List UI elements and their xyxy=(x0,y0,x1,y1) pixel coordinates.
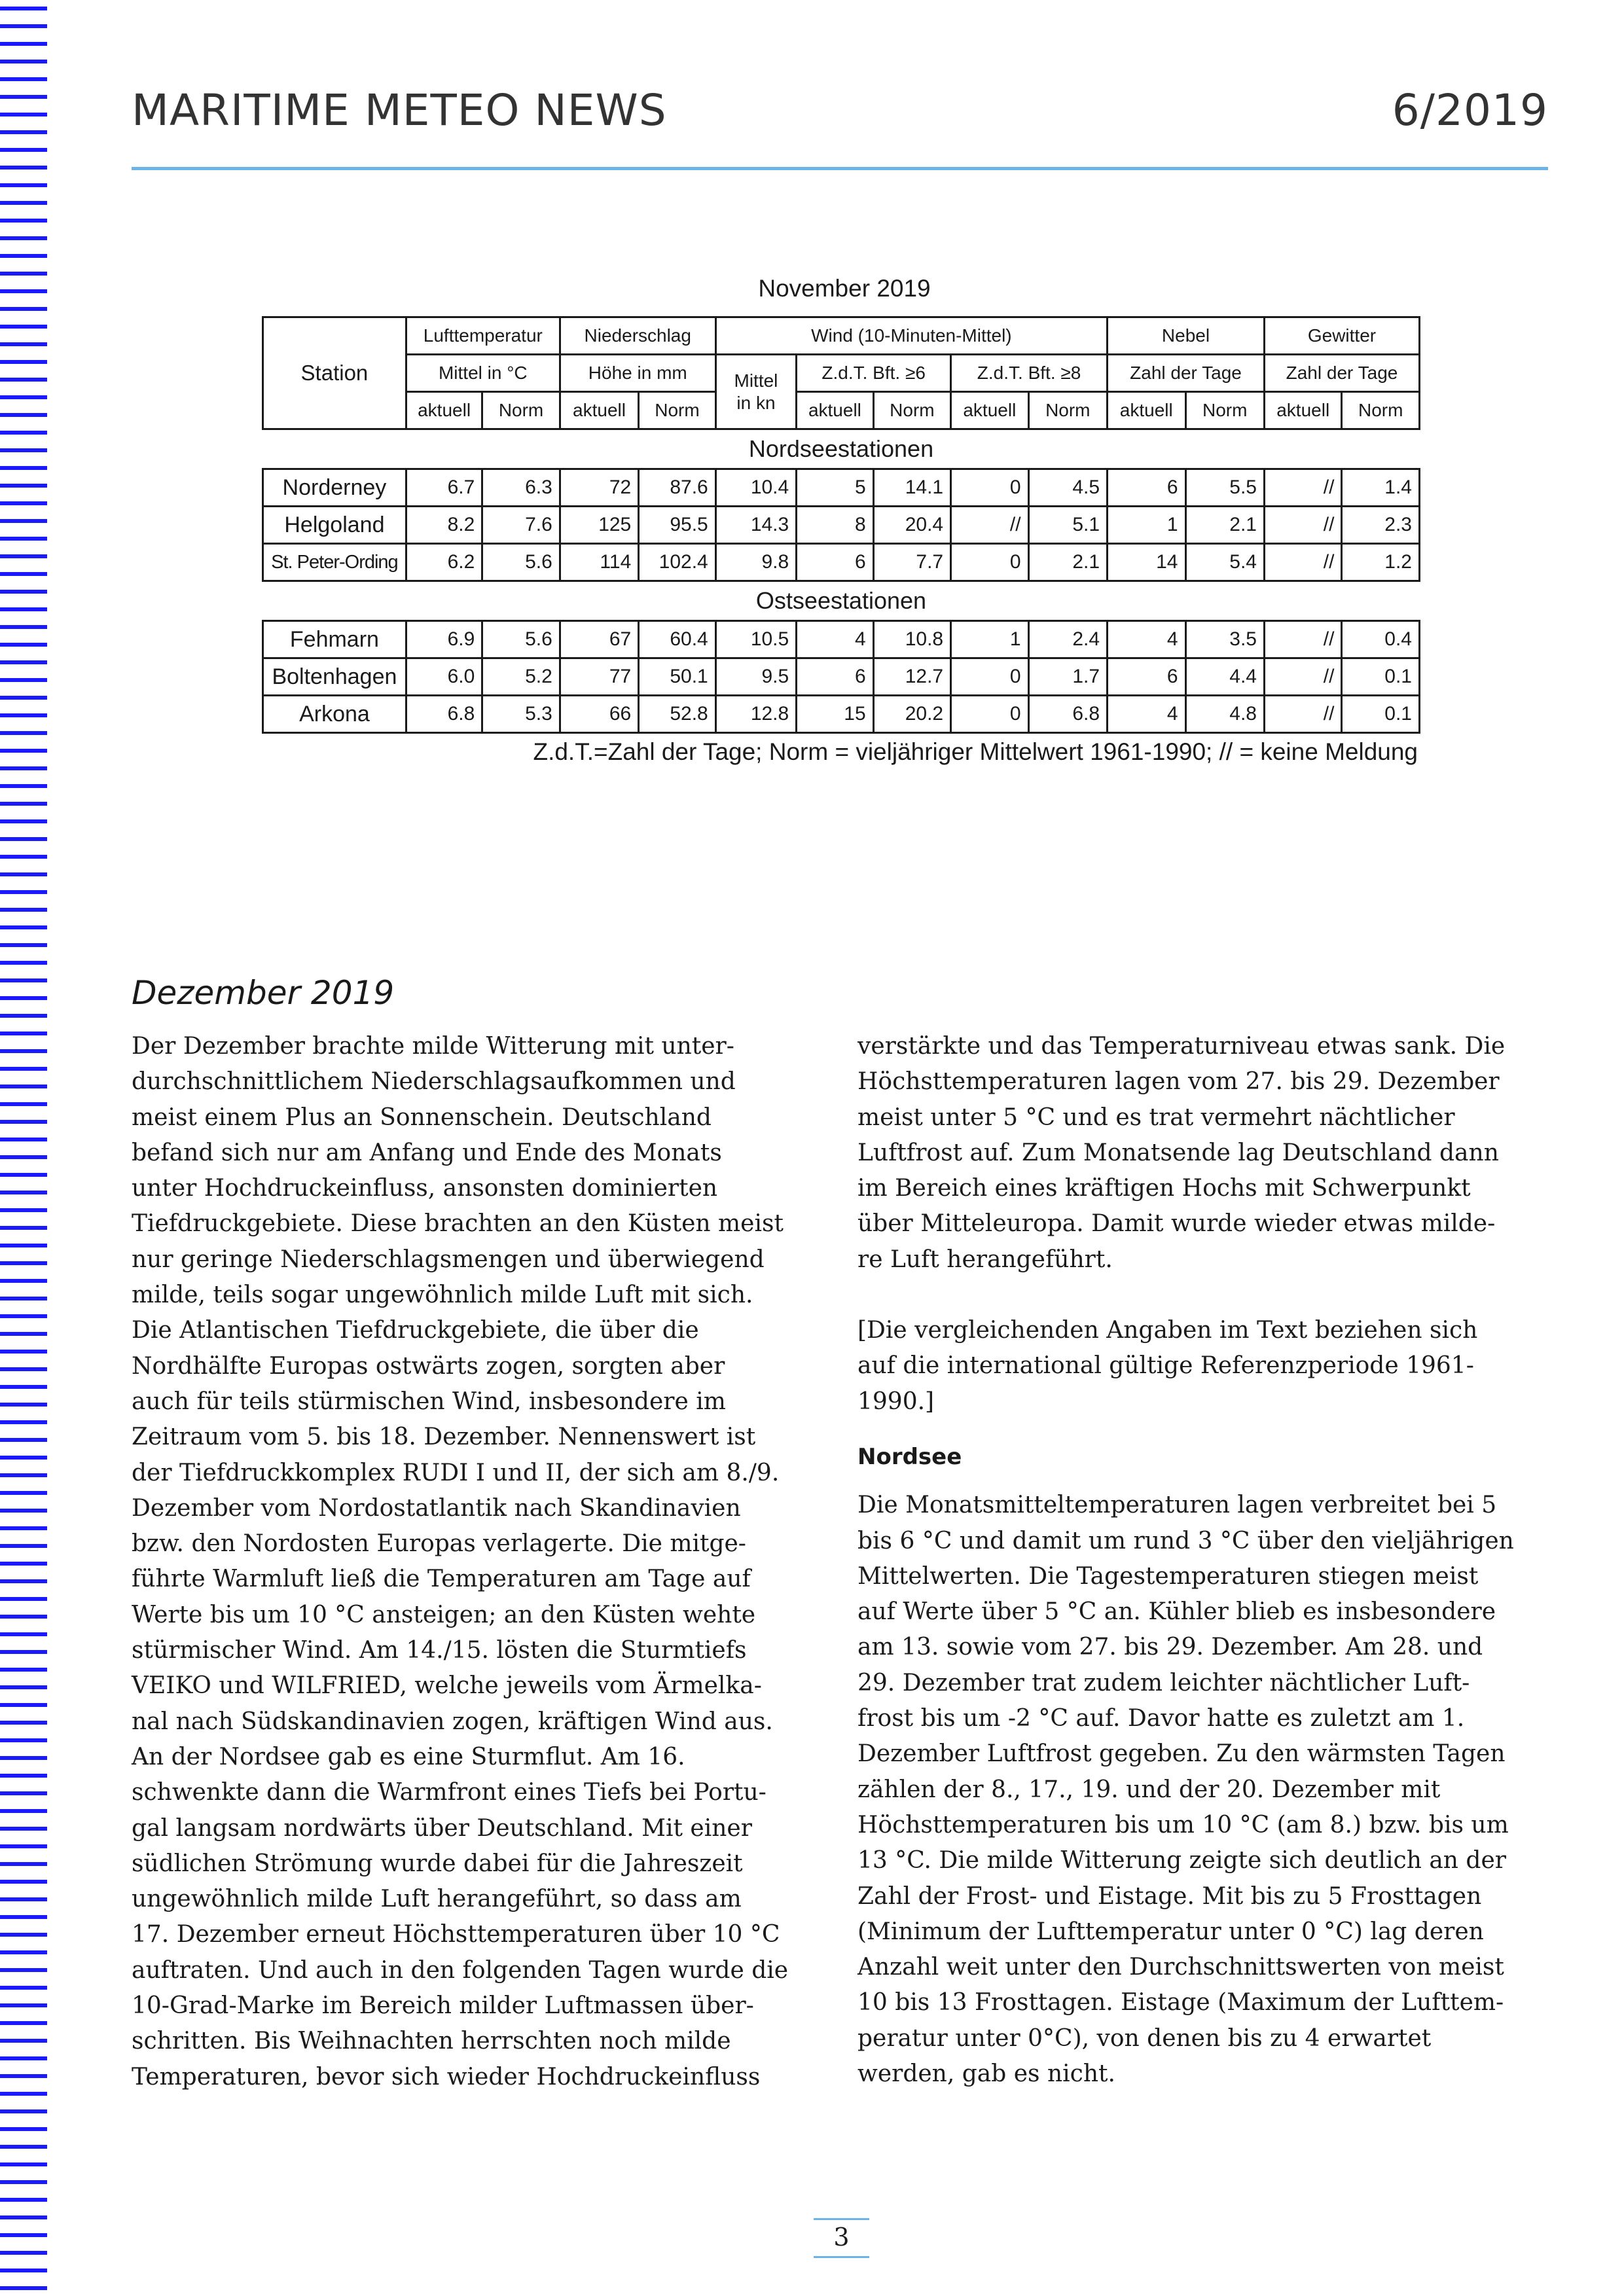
table-cell: 0 xyxy=(951,658,1028,696)
header-row-1 xyxy=(263,317,1420,355)
norm-header: Norm xyxy=(1028,392,1107,429)
section-row xyxy=(263,581,1420,621)
article-left-column xyxy=(132,1029,812,2095)
table-cell: 5 xyxy=(797,469,873,507)
table-cell: 5.2 xyxy=(482,658,560,696)
table-cell: 114 xyxy=(560,544,638,581)
aktuell-header: aktuell xyxy=(1108,392,1185,429)
table-cell: 10.5 xyxy=(715,621,796,658)
table-cell: 2.1 xyxy=(1028,544,1107,581)
table-cell: 5.5 xyxy=(1185,469,1264,507)
aktuell-header: aktuell xyxy=(1264,392,1341,429)
niederschlag-header: Niederschlag xyxy=(560,317,715,355)
table-cell: 6.9 xyxy=(406,621,482,658)
table-title: November 2019 xyxy=(758,275,931,302)
table-cell: // xyxy=(1264,544,1341,581)
table-cell: 1.4 xyxy=(1342,469,1420,507)
mittel-c-header: Mittel in °C xyxy=(406,355,560,392)
table-cell: 14 xyxy=(1108,544,1185,581)
table-cell: 12.7 xyxy=(873,658,950,696)
table-cell: 4.8 xyxy=(1185,696,1264,733)
table-cell: // xyxy=(1264,621,1341,658)
table-cell: 4 xyxy=(797,621,873,658)
table-cell: 5.6 xyxy=(482,621,560,658)
norm-header: Norm xyxy=(482,392,560,429)
table-row xyxy=(263,507,1420,544)
table-cell: 5.1 xyxy=(1028,507,1107,544)
table-cell: 6.7 xyxy=(406,469,482,507)
aktuell-header: aktuell xyxy=(951,392,1028,429)
nordsee-heading: Nordsee xyxy=(857,1443,962,1470)
table-cell: 66 xyxy=(560,696,638,733)
table-cell: 67 xyxy=(560,621,638,658)
table-cell: 6 xyxy=(797,544,873,581)
table-cell: 6.2 xyxy=(406,544,482,581)
table-cell: 2.3 xyxy=(1342,507,1420,544)
station-name: Boltenhagen xyxy=(263,658,406,696)
table-cell: 12.8 xyxy=(715,696,796,733)
table-cell: 6.8 xyxy=(406,696,482,733)
aktuell-header: aktuell xyxy=(560,392,638,429)
article-paragraph: Der Dezember brachte milde Witterung mit unter- durchschnittlichem Niederschlagsaufkommen und meist einem Plus an Sonnenschein. Deutschland befand sich nur am Anfang und Ende des Monats unter Hochdruckeinfluss, ansonsten dominierten Tiefdruckgebiete. Diese brachten an den Küsten meist nur geringe Niederschlagsmengen und überwiegend milde, teils sogar ungewöhnlich milde Luft mit sich. Die Atlantischen Tiefdruckgebiete, die über die Nordhälfte Europas ostwärts zogen, sorgten aber auch für teils stürmischen Wind, insbesondere im Zeitraum vom 5. bis 18. Dezember. Nennenswert ist der Tiefdruckkomplex RUDI I und II, der sich am 8./9. Dezember vom Nordostatlantik nach Skandinavien bzw. den Nordosten Europas verlagerte. Die mitge- führte Warmluft ließ die Temperaturen am Tage auf Werte bis um 10 °C ansteigen; an den Küsten wehte stürmischer Wind. Am 14./15. lösten die Sturmtiefs VEIKO und WILFRIED, welche jeweils vom Ärmelka- nal nach Südskandinavien zogen, kräftigen Wind aus. An der Nordsee gab es eine Sturmflut. Am 16. schwenkte dann die Warmfront eines Tiefs bei Portu- gal langsam nordwärts über Deutschland. Mit einer südlichen Strömung wurde dabei für die Jahreszeit ungewöhnlich milde Luft herangeführt, so dass am 17. Dezember erneut Höchsttemperaturen über 10 °C auftraten. Und auch in den folgenden Tagen wurde die 10-Grad-Marke im Bereich milder Luftmassen über- schritten. Bis Weihnachten herrschten noch milde Temperaturen, bevor sich wieder Hochdruckeinfluss xyxy=(132,1033,789,2090)
station-header: Station xyxy=(263,317,406,429)
table-cell: 1.2 xyxy=(1342,544,1420,581)
table-cell: 15 xyxy=(797,696,873,733)
table-cell: 52.8 xyxy=(639,696,715,733)
table-cell: // xyxy=(1264,469,1341,507)
article-paragraph: verstärkte und das Temperaturniveau etwas sank. Die Höchsttemperaturen lagen vom 27. bis 29. Dezember meist unter 5 °C und es trat vermehrt nächtlicher Luftfrost auf. Zum Monatsende lag Deutschland dann im Bereich eines kräftigen Hochs mit Schwerpunkt über Mitteleuropa. Damit wurde wieder etwas milde- re Luft herangeführt. xyxy=(857,1033,1506,1273)
table-cell: 14.1 xyxy=(873,469,950,507)
table-cell: 87.6 xyxy=(639,469,715,507)
aktuell-header: aktuell xyxy=(797,392,873,429)
table-cell: 95.5 xyxy=(639,507,715,544)
norm-header: Norm xyxy=(1342,392,1420,429)
table-cell: 0 xyxy=(951,544,1028,581)
article-paragraph: Die Monatsmitteltemperaturen lagen verbreitet bei 5 bis 6 °C und damit um rund 3 °C über den vieljährigen Mittelwerten. Die Tagestemperaturen stiegen meist auf Werte über 5 °C an. Kühler blieb es insbesondere am 13. sowie vom 27. bis 29. Dezember. Am 28. und 29. Dezember trat zudem leichter nächtlicher Luft- frost bis um -2 °C auf. Davor hatte es zuletzt am 1. Dezember Luftfrost gegeben. Zu den wärmsten Tagen zählen der 8., 17., 19. und der 20. Dezember mit Höchsttemperaturen bis um 10 °C (am 8.) bzw. bis um 13 °C. Die milde Witterung zeigte sich deutlich an der Zahl der Frost- und Eistage. Mit bis zu 5 Frosttagen (Minimum der Lufttemperatur unter 0 °C) lag deren Anzahl weit unter den Durchschnittswerten von meist 10 bis 13 Frosttagen. Eistage (Maximum der Lufttem- peratur unter 0°C), von denen bis zu 4 erwartet werden, gab es nicht. xyxy=(857,1492,1514,2088)
margin-stripe-decoration xyxy=(0,0,47,2296)
table-row xyxy=(263,544,1420,581)
mittel-kn-header: Mittel in kn xyxy=(715,355,796,429)
table-cell: 10.4 xyxy=(715,469,796,507)
table-cell: 20.2 xyxy=(873,696,950,733)
table-row xyxy=(263,658,1420,696)
nebel-zahl-header: Zahl der Tage xyxy=(1108,355,1265,392)
table-cell: 14.3 xyxy=(715,507,796,544)
table-cell: 4.4 xyxy=(1185,658,1264,696)
table-cell: 4 xyxy=(1108,621,1185,658)
page-number: 3 xyxy=(833,2223,850,2251)
table-cell: 0 xyxy=(951,469,1028,507)
section-row xyxy=(263,429,1420,469)
table-cell: 2.4 xyxy=(1028,621,1107,658)
table-cell: 1.7 xyxy=(1028,658,1107,696)
station-name: St. Peter-Ording xyxy=(263,544,406,581)
table-cell: // xyxy=(1264,658,1341,696)
table-cell: 60.4 xyxy=(639,621,715,658)
table-cell: 102.4 xyxy=(639,544,715,581)
header-row-3 xyxy=(263,392,1420,429)
wind-header: Wind (10-Minuten-Mittel) xyxy=(715,317,1107,355)
climate-table xyxy=(262,316,1420,734)
article-title: Dezember 2019 xyxy=(132,974,395,1012)
header-rule xyxy=(132,167,1548,170)
table-row xyxy=(263,469,1420,507)
table-cell: 5.3 xyxy=(482,696,560,733)
station-name: Norderney xyxy=(263,469,406,507)
aktuell-header: aktuell xyxy=(406,392,482,429)
table-cell: 6 xyxy=(797,658,873,696)
table-cell: 1 xyxy=(1108,507,1185,544)
table-cell: 5.4 xyxy=(1185,544,1264,581)
gewitter-zahl-header: Zahl der Tage xyxy=(1264,355,1419,392)
table-cell: 4 xyxy=(1108,696,1185,733)
table-cell: 50.1 xyxy=(639,658,715,696)
table-cell: 125 xyxy=(560,507,638,544)
zdt8-header: Z.d.T. Bft. ≥8 xyxy=(951,355,1108,392)
table-cell: 6.0 xyxy=(406,658,482,696)
zdt6-header: Z.d.T. Bft. ≥6 xyxy=(797,355,951,392)
header-row-2 xyxy=(263,355,1420,392)
table-cell: 9.5 xyxy=(715,658,796,696)
table-cell: 20.4 xyxy=(873,507,950,544)
table-cell: 10.8 xyxy=(873,621,950,658)
section-label: Nordseestationen xyxy=(748,435,934,462)
norm-header: Norm xyxy=(639,392,715,429)
table-row xyxy=(263,621,1420,658)
table-cell: // xyxy=(1264,507,1341,544)
table-cell: 0 xyxy=(951,696,1028,733)
table-cell: 0.1 xyxy=(1342,658,1420,696)
table-cell: 5.6 xyxy=(482,544,560,581)
table-cell: 72 xyxy=(560,469,638,507)
table-cell: 6.8 xyxy=(1028,696,1107,733)
table-cell: 2.1 xyxy=(1185,507,1264,544)
norm-header: Norm xyxy=(873,392,950,429)
station-name: Fehmarn xyxy=(263,621,406,658)
table-cell: 9.8 xyxy=(715,544,796,581)
section-label: Ostseestationen xyxy=(755,587,927,614)
table-cell: 7.7 xyxy=(873,544,950,581)
table-cell: // xyxy=(951,507,1028,544)
table-cell: 3.5 xyxy=(1185,621,1264,658)
norm-header: Norm xyxy=(1185,392,1264,429)
page-number-rule-top xyxy=(814,2218,869,2220)
table-cell: 8.2 xyxy=(406,507,482,544)
issue-number: 6/2019 xyxy=(1392,85,1548,135)
table-cell: 6.3 xyxy=(482,469,560,507)
table-footnote: Z.d.T.=Zahl der Tage; Norm = vieljähriger Mittelwert 1961-1990; // = keine Meldung xyxy=(533,738,1418,765)
station-name: Helgoland xyxy=(263,507,406,544)
table-cell: 4.5 xyxy=(1028,469,1107,507)
station-name: Arkona xyxy=(263,696,406,733)
lufttemp-header: Lufttemperatur xyxy=(406,317,560,355)
table-cell: 1 xyxy=(951,621,1028,658)
page-number-rule-bottom xyxy=(814,2256,869,2258)
reference-note: [Die vergleichenden Angaben im Text beziehen sich auf die international gültige Referenzperiode 1961- 1990.] xyxy=(857,1317,1478,1415)
gewitter-header: Gewitter xyxy=(1264,317,1419,355)
table-cell: 0.1 xyxy=(1342,696,1420,733)
article-right-column xyxy=(857,1029,1551,2092)
table-cell: 6 xyxy=(1108,469,1185,507)
table-cell: 0.4 xyxy=(1342,621,1420,658)
table-cell: // xyxy=(1264,696,1341,733)
table-row xyxy=(263,696,1420,733)
table-cell: 8 xyxy=(797,507,873,544)
newsletter-title: MARITIME METEO NEWS xyxy=(132,85,667,135)
table-cell: 7.6 xyxy=(482,507,560,544)
hoehe-mm-header: Höhe in mm xyxy=(560,355,715,392)
nebel-header: Nebel xyxy=(1108,317,1265,355)
table-cell: 77 xyxy=(560,658,638,696)
table-cell: 6 xyxy=(1108,658,1185,696)
